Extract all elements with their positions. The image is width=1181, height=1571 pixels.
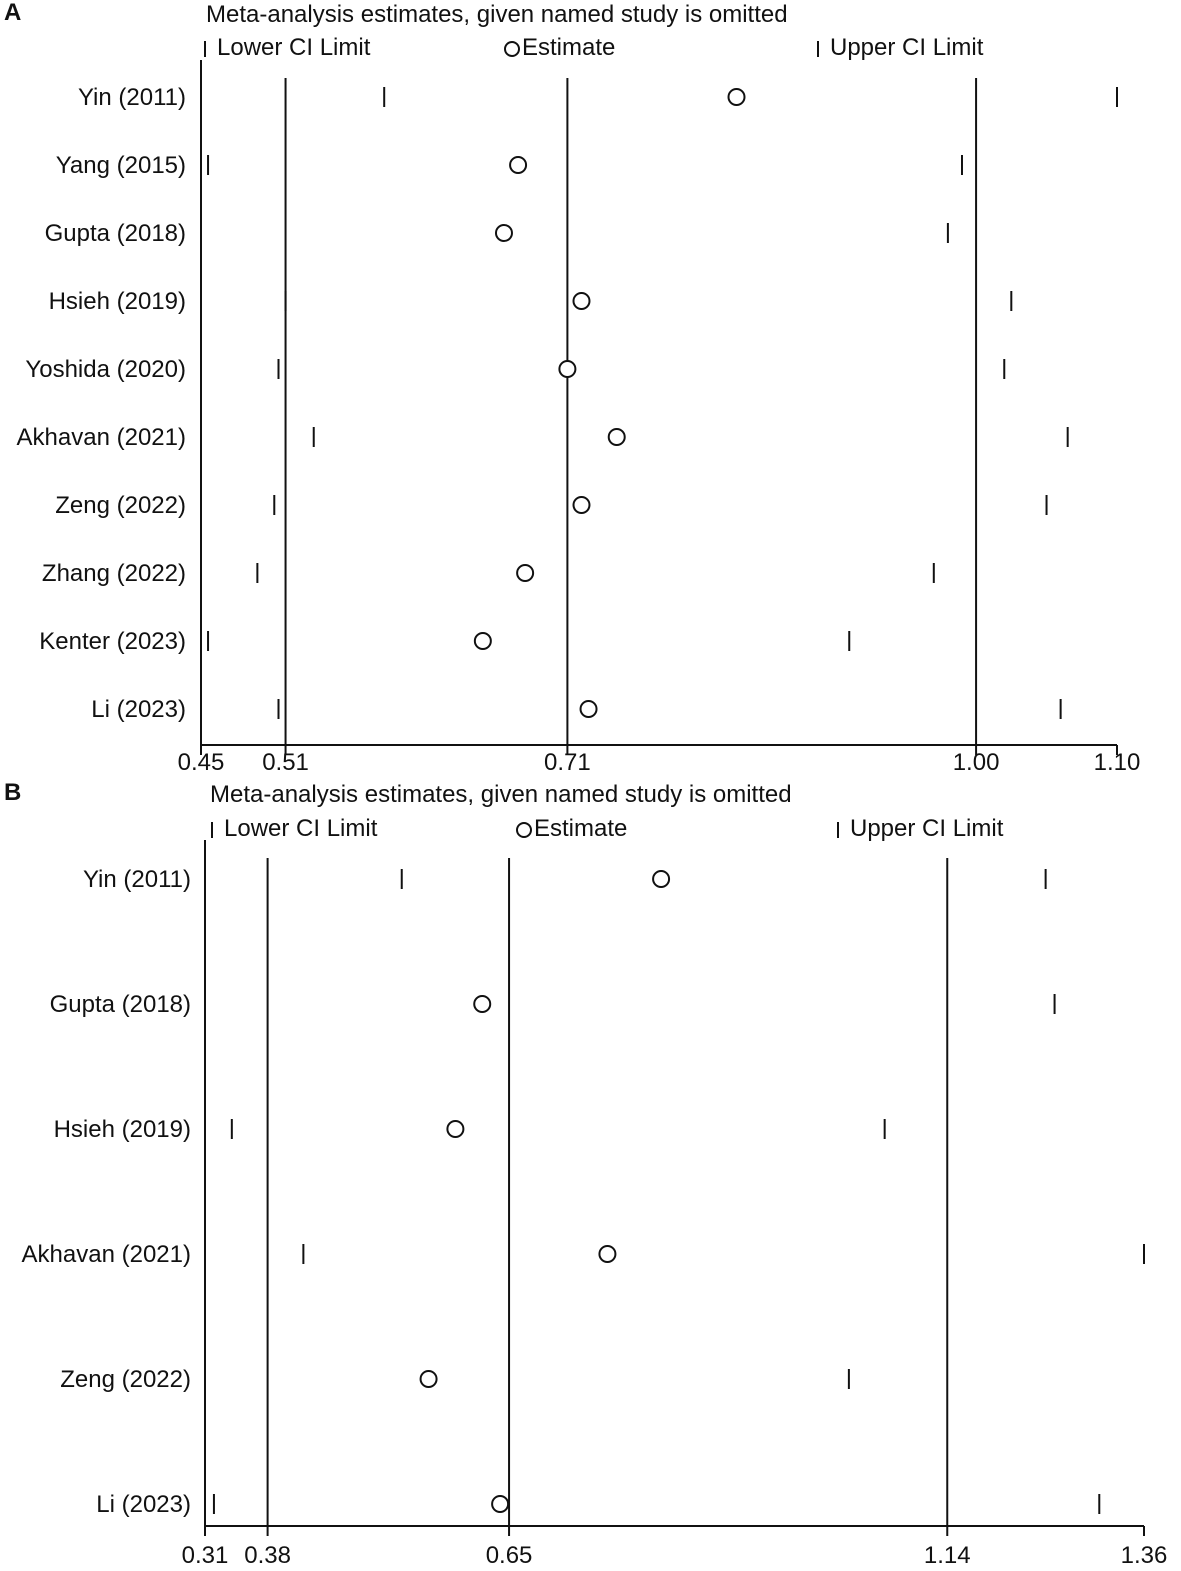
estimate-point-5 [492,1496,508,1512]
legend-estimate-label: Estimate [522,34,616,61]
study-label-2: Gupta (2018) [44,220,186,247]
study-label-0: Yin (2011) [77,84,186,111]
study-label-5: Akhavan (2021) [16,424,186,451]
estimate-point-3 [573,293,589,309]
x-tick-label-2: 0.71 [544,749,591,776]
legend-estimate-marker [517,823,531,837]
estimate-point-7 [517,565,533,581]
estimate-point-2 [447,1121,463,1137]
study-label-6: Zeng (2022) [55,492,186,519]
study-label-5: Li (2023) [96,1491,191,1518]
estimate-point-5 [609,429,625,445]
study-label-7: Zhang (2022) [41,560,186,587]
estimate-point-1 [474,996,490,1012]
legend-estimate-label: Estimate [534,815,628,842]
x-tick-label-1: 0.51 [262,749,309,776]
study-label-0: Yin (2011) [82,866,191,893]
legend [212,815,1004,842]
legend-estimate-marker [505,42,519,56]
panel-label: A [4,0,22,26]
legend-lower-label: Lower CI Limit [217,34,371,61]
x-tick-label-1: 0.38 [244,1542,291,1569]
x-tick-label-4: 1.36 [1120,1542,1168,1569]
chart-title: Meta-analysis estimates, given named study is omitted [206,1,788,28]
study-label-9: Li (2023) [91,696,186,723]
x-tick-label-2: 0.65 [485,1542,533,1569]
estimate-point-3 [599,1246,615,1262]
estimate-point-1 [510,157,526,173]
study-label-2: Hsieh (2019) [53,1116,191,1143]
chart-title: Meta-analysis estimates, given named study is omitted [210,781,792,808]
study-label-1: Yang (2015) [55,152,186,179]
estimate-point-8 [475,633,491,649]
study-label-8: Kenter (2023) [39,628,186,655]
x-tick-label-0: 0.45 [177,749,225,776]
x-tick-label-3: 1.00 [952,749,1000,776]
x-tick-label-4: 1.10 [1093,749,1141,776]
x-tick-label-3: 1.14 [923,1542,971,1569]
study-label-3: Akhavan (2021) [21,1241,191,1268]
estimate-point-2 [496,225,512,241]
x-tick-label-0: 0.31 [181,1542,229,1569]
estimate-point-4 [559,361,575,377]
study-label-3: Hsieh (2019) [48,288,186,315]
estimate-point-6 [573,497,589,513]
legend [205,34,984,61]
estimate-point-9 [581,701,597,717]
study-label-1: Gupta (2018) [49,991,191,1018]
panel-label: B [4,779,22,806]
estimate-point-0 [729,89,745,105]
estimate-point-0 [653,871,669,887]
legend-upper-label: Upper CI Limit [830,34,984,61]
legend-lower-label: Lower CI Limit [224,815,378,842]
estimate-point-4 [421,1371,437,1387]
study-label-4: Zeng (2022) [60,1366,191,1393]
study-label-4: Yoshida (2020) [25,356,186,383]
legend-upper-label: Upper CI Limit [850,815,1004,842]
